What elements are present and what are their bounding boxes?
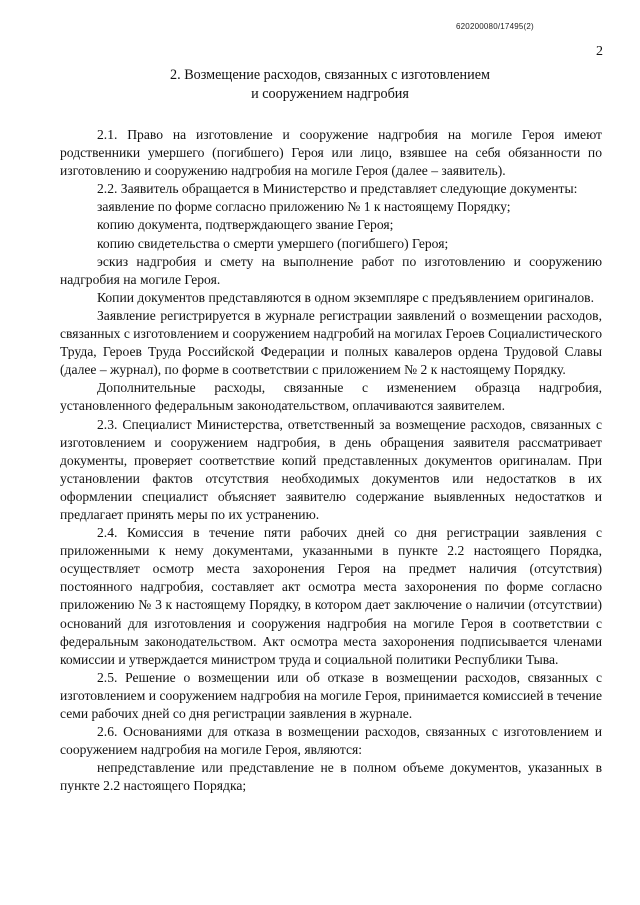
paragraph-2-5: 2.5. Решение о возмещении или об отказе в возмещении расходов, связанных с изготовлением и сооружением надгробия на могиле Героя, принимается комиссией в течение семи рабочих дней со дня регистрации заявления в журнале. — [60, 669, 602, 721]
list-item-incomplete-documents: непредставление или представление не в полном объеме документов, указанных в пункте 2.2 настоящего Порядка; — [60, 760, 602, 794]
list-item-application: заявление по форме согласно приложению № 1 к настоящему Порядку; — [97, 199, 511, 215]
paragraph-2-3: 2.3. Специалист Министерства, ответственный за возмещение расходов, связанных с изготовлением и сооружением надгробия, в день обращения заявителя рассматривает документы, проверяет соответствие копий представленных документов оригиналам. При установлении фактов отсутствия необходимых документов или недостатков в их оформлении специалист объясняет заявителю содержание выявленных недостатков и предлагает принять меры по их устранению. — [60, 416, 602, 522]
section-title — [60, 66, 600, 104]
section-title-line-2: и сооружением надгробия — [251, 86, 409, 102]
paragraph-additional-costs: Дополнительные расходы, связанные с изменением образца надгробия, установленного федеральным законодательством, оплачиваются заявителем. — [60, 380, 602, 414]
document-number: 620200080/17495(2) — [456, 22, 534, 31]
document-body — [60, 126, 602, 795]
paragraph-registration: Заявление регистрируется в журнале регистрации заявлений о возмещении расходов, связанных с изготовлением и сооружением надгробий на могилах Героев Социалистического Труда, Героев Труда Российской Федерации и полных кавалеров ордена Трудовой Славы (далее – журнал), по форме в соответствии с приложением № 2 к настоящему Порядку. — [60, 307, 602, 378]
paragraph-copies: Копии документов представляются в одном экземпляре с предъявлением оригиналов. — [97, 289, 594, 305]
paragraph-2-6: 2.6. Основаниями для отказа в возмещении расходов, связанных с изготовлением и сооружением надгробия на могиле Героя, являются: — [60, 724, 602, 758]
paragraph-2-2: 2.2. Заявитель обращается в Министерство и представляет следующие документы: — [97, 181, 578, 197]
list-item-title-document: копию документа, подтверждающего звание Героя; — [97, 217, 394, 233]
page-number: 2 — [596, 44, 603, 59]
paragraph-2-1: 2.1. Право на изготовление и сооружение надгробия на могиле Героя имеют родственники умершего (погибшего) Героя или лицо, взявшее на себя обязанности по изготовлению и сооружению надгробия на могиле Героя (далее – заявитель). — [60, 127, 602, 179]
list-item-sketch-estimate: эскиз надгробия и смету на выполнение работ по изготовлению и сооружению надгробия на могиле Героя. — [60, 253, 602, 287]
section-title-line-1: 2. Возмещение расходов, связанных с изготовлением — [170, 67, 490, 83]
paragraph-2-4: 2.4. Комиссия в течение пяти рабочих дней со дня регистрации заявления с приложенными к нему документами, указанными в пункте 2.2 настоящего Порядка, осуществляет осмотр места захоронения Героя на предмет наличия (отсутствия) постоянного надгробия, составляет акт осмотра места захоронения по форме согласно приложению № 3 к настоящему Порядку, в котором дает заключение о наличии (отсутствии) оснований для изготовления и сооружения надгробия на могиле Героя в соответствии с федеральным законодательством. Акт осмотра места захоронения подписывается членами комиссии и утверждается министром труда и социальной политики Республики Тыва. — [60, 525, 602, 667]
list-item-death-certificate: копию свидетельства о смерти умершего (погибшего) Героя; — [97, 235, 449, 251]
